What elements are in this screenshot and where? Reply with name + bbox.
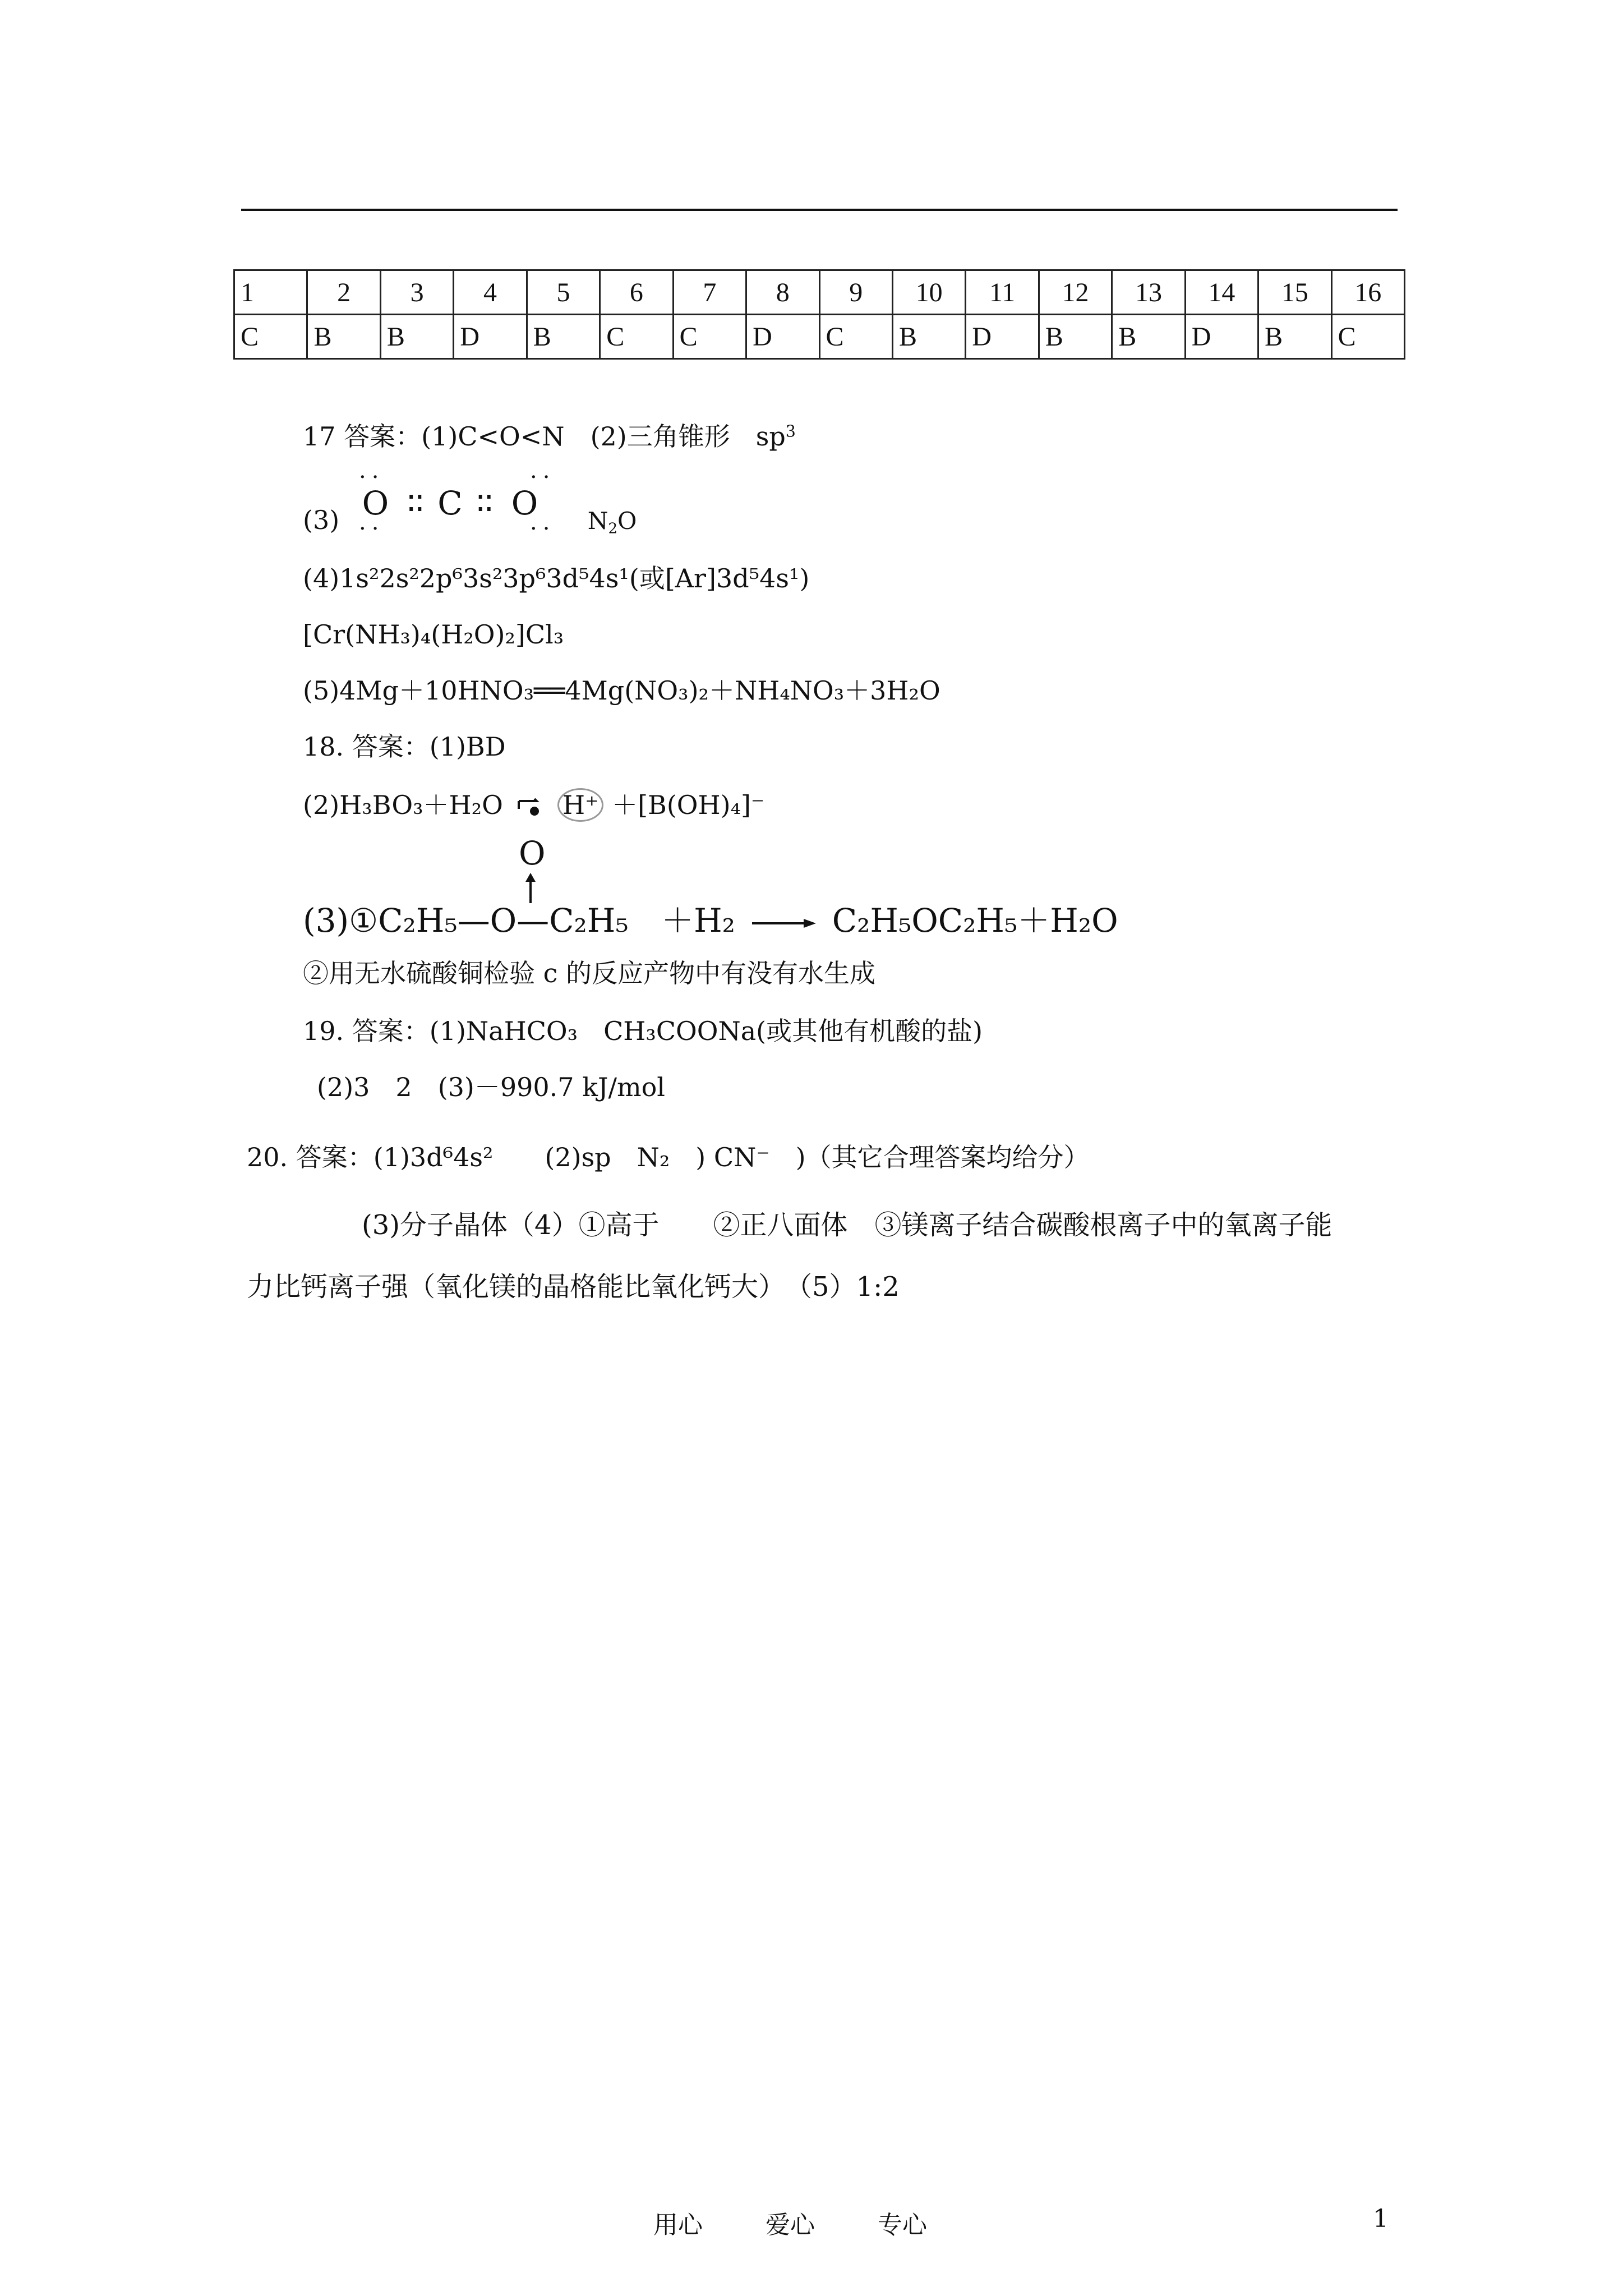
table-cell: 5: [527, 270, 600, 315]
table-cell: 8: [746, 270, 819, 315]
q18-part1: 18. 答案：(1)BD: [303, 731, 506, 762]
table-cell: 11: [966, 270, 1039, 315]
table-cell: 10: [892, 270, 965, 315]
table-cell: B: [1258, 315, 1331, 359]
q19-part2: (2)3 2 (3)－990.7 kJ/mol: [317, 1072, 665, 1102]
lewis-colons-right: ∶∶: [476, 484, 494, 522]
lewis-oxygen-right: O: [511, 484, 538, 522]
q19-part1: 19. 答案：(1)NaHCO₃ CH₃COONa(或其他有机酸的盐): [303, 1016, 983, 1046]
q17-part5: (5)4Mg＋10HNO₃══4Mg(NO₃)₂＋NH₄NO₃＋3H₂O: [303, 675, 940, 706]
q17-part1: (1)C<O<N: [421, 421, 565, 452]
lewis-dots-bottom-left: ··: [359, 516, 385, 542]
peroxide-oxygen: O: [519, 834, 546, 872]
n2o-n: N: [587, 507, 608, 535]
table-cell: 13: [1112, 270, 1185, 315]
table-cell: 12: [1039, 270, 1112, 315]
table-row-numbers: [234, 270, 1405, 315]
q18-part3-right: C₂H₅OC₂H₅＋H₂O: [832, 901, 1118, 940]
table-cell: B: [307, 315, 380, 359]
lewis-dots-bottom-right: ··: [530, 516, 556, 542]
lewis-dots-top-right: ··: [530, 464, 556, 490]
table-cell: 9: [819, 270, 892, 315]
table-cell: C: [673, 315, 746, 359]
lewis-oxygen-left: O: [362, 484, 389, 522]
table-cell: C: [600, 315, 673, 359]
q17-part3: (3): [303, 505, 340, 535]
table-cell: 16: [1331, 270, 1404, 315]
q18-part3-2: ②用无水硫酸铜检验 c 的反应产物中有没有水生成: [303, 958, 876, 988]
q18-part3-left: (3)①C₂H₅—O—C₂H₅: [303, 901, 629, 940]
table-cell: C: [234, 315, 307, 359]
footer-motto-2: 爱心: [766, 2211, 815, 2239]
q18-part2-left: (2)H₃BO₃＋H₂O: [303, 790, 503, 820]
q20-part3: 力比钙离子强（氧化镁的晶格能比氧化钙大） （5）1:2: [247, 1271, 900, 1303]
table-cell: 3: [380, 270, 453, 315]
table-cell: D: [454, 315, 527, 359]
table-cell: C: [819, 315, 892, 359]
footer-motto-1: 用心: [653, 2211, 703, 2239]
table-cell: 1: [234, 270, 307, 315]
q17-line-1: [303, 421, 796, 452]
top-rule: [241, 209, 1398, 211]
q17-line-3: [303, 484, 637, 537]
q17-sp: sp: [755, 421, 786, 452]
q20-part2: (3)分子晶体（4）①高于 ②正八面体 ③镁离子结合碳酸根离子中的氧离子能: [362, 1209, 1332, 1241]
table-cell: 7: [673, 270, 746, 315]
q20-part1: 20. 答案：(1)3d⁶4s² (2)sp N₂ ) CN⁻ )（其它合理答案均给分）: [247, 1142, 1090, 1172]
table-row-answers: [234, 315, 1405, 359]
q17-sp-sup: 3: [785, 422, 796, 441]
q18-line-2: [303, 788, 764, 822]
table-cell: D: [1185, 315, 1258, 359]
answer-table: [233, 269, 1405, 360]
q17-complex: [Cr(NH₃)₄(H₂O)₂]Cl₃: [303, 619, 564, 650]
table-cell: 4: [454, 270, 527, 315]
q18-part3-mid: ＋H₂: [661, 901, 735, 940]
q18-part2-right: ＋[B(OH)₄]⁻: [612, 790, 765, 820]
page-number: 1: [1373, 2205, 1389, 2233]
table-cell: B: [380, 315, 453, 359]
equilibrium-icon: [517, 798, 543, 817]
lewis-dots-top-left: ··: [359, 464, 385, 490]
table-cell: 6: [600, 270, 673, 315]
table-cell: B: [892, 315, 965, 359]
coordinate-bond-arrow-icon: [522, 871, 539, 904]
q18-line-3: [303, 901, 1118, 940]
table-cell: B: [527, 315, 600, 359]
table-cell: C: [1331, 315, 1404, 359]
table-cell: B: [1039, 315, 1112, 359]
footer-motto-3: 专心: [878, 2211, 927, 2239]
n2o-sub: 2: [608, 520, 618, 537]
table-cell: D: [746, 315, 819, 359]
q17-part2: (2)三角锥形: [590, 421, 730, 452]
q17-prefix: 17 答案：: [303, 421, 422, 452]
table-cell: D: [966, 315, 1039, 359]
reaction-arrow-icon: [750, 917, 817, 930]
lewis-colons-left: ∶∶: [407, 484, 424, 522]
formula-n2o: [588, 507, 637, 535]
circled-hydrogen-ion: H⁺: [557, 788, 603, 822]
table-cell: B: [1112, 315, 1185, 359]
table-cell: 15: [1258, 270, 1331, 315]
table-cell: 2: [307, 270, 380, 315]
table-cell: 14: [1185, 270, 1258, 315]
lewis-carbon: C: [437, 484, 463, 522]
q17-part4: (4)1s²2s²2p⁶3s²3p⁶3d⁵4s¹(或[Ar]3d⁵4s¹): [303, 563, 810, 593]
n2o-o: O: [617, 507, 637, 535]
